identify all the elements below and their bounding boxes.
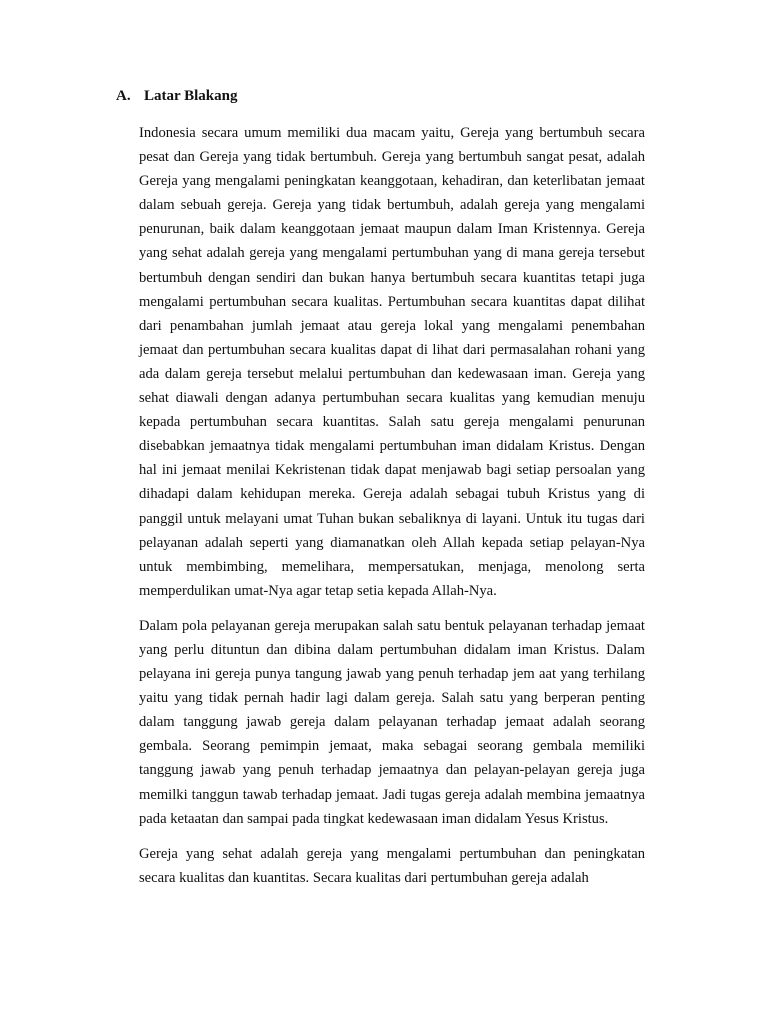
section-title: Latar Blakang bbox=[144, 88, 238, 104]
paragraph-2: Dalam pola pelayanan gereja merupakan salah satu bentuk pelayanan terhadap jemaat yang perlu dituntun dan dibina dalam pertumbuhan didalam iman Kristus. Dalam pelayana ini gereja punya tangung jawab yang penuh terhadap jem aat yang terhilang yaitu yang tidak pernah hadir lagi dalam gereja. Salah satu yang berperan penting dalam tanggung jawab gereja dalam pelayanan terhadap jemaat adalah seorang gembala. Seorang pemimpin jemaat, maka sebagai seorang gembala memiliki tanggung jawab yang penuh terhadap jemaatnya dan pelayan-pelayan gereja juga memilki tanggun tawab terhadap jemaat. Jadi tugas gereja adalah membina jemaatnya pada ketaatan dan sampai pada tingkat kedewasaan iman didalam Yesus Kristus. bbox=[139, 617, 645, 827]
paragraph-1: Indonesia secara umum memiliki dua macam yaitu, Gereja yang bertumbuh secara pesat dan Gereja yang tidak bertumbuh. Gereja yang bertumbuh sangat pesat, adalah Gereja yang mengalami peningkatan keanggotaan, kehadiran, dan keterlibatan jemaat dalam sebuah gereja. Gereja yang tidak bertumbuh, adalah gereja yang mengalami penurunan, baik dalam keanggotaan jemaat maupun dalam Iman Kristennya. Gereja yang sehat adalah gereja yang mengalami pertumbuhan yang di mana gereja tersebut bertumbuh dengan sendiri dan bukan hanya bertumbuh secara kuantitas tetapi juga mengalami pertumbuhan secara kualitas. Pertumbuhan secara kuantitas dapat dilihat dari penambahan jumlah jemaat atau gereja lokal yang mengalami penembahan jemaat dan pertumbuhan secara kualitas dapat di lihat dari permasalahan rohani yang ada dalam gereja tersebut melalui pertumbuhan dan kedewasaan iman. Gereja yang sehat diawali dengan adanya pertumbuhan secara kualitas yang kemudian menuju kepada pertumbuhan secara kuantitas. Salah satu gereja mengalami penurunan disebabkan jemaatnya tidak mengalami pertumbuhan iman didalam Kristus. Dengan hal ini jemaat menilai Kekristenan tidak dapat menjawab bagi setiap persoalan yang dihadapi dalam kehidupan mereka. Gereja adalah sebagai tubuh Kristus yang di panggil untuk melayani umat Tuhan bukan sebaliknya di layani. Untuk itu tugas dari pelayanan adalah seperti yang diamanatkan oleh Allah kepada setiap pelayan-Nya untuk membimbing, memelihara, mempersatukan, menjaga, menolong serta memperdulikan umat-Nya agar tetap setia kepada Allah-Nya. bbox=[139, 125, 645, 599]
section-number: A. bbox=[116, 88, 131, 104]
body-text bbox=[139, 121, 645, 901]
section-heading bbox=[116, 86, 238, 106]
paragraph-3: Gereja yang sehat adalah gereja yang mengalami pertumbuhan dan peningkatan secara kualitas dan kuantitas. Secara kualitas dari pertumbuhan gereja adalah bbox=[139, 845, 645, 886]
